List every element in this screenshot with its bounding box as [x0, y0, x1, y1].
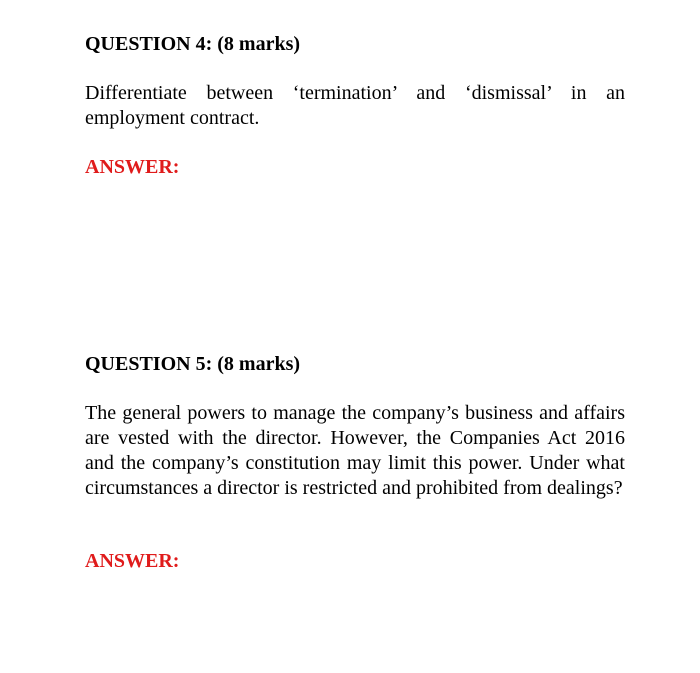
question-4-answer-label: ANSWER: — [85, 156, 180, 178]
question-5-heading: QUESTION 5: (8 marks) — [85, 353, 301, 375]
question-4-heading: QUESTION 4: (8 marks) — [85, 33, 301, 55]
question-5-answer-label: ANSWER: — [85, 550, 180, 572]
question-5-text: The general powers to manage the company’s business and affairs are vested with the director. However, the Companies Act 2016 and the company’s constitution may limit this power. Under what circumstances a director is restricted and prohibited from dealings? — [85, 402, 625, 499]
question-4-text: Differentiate between ‘termination’ and ‘dismissal’ in an employment contract. — [85, 82, 625, 129]
